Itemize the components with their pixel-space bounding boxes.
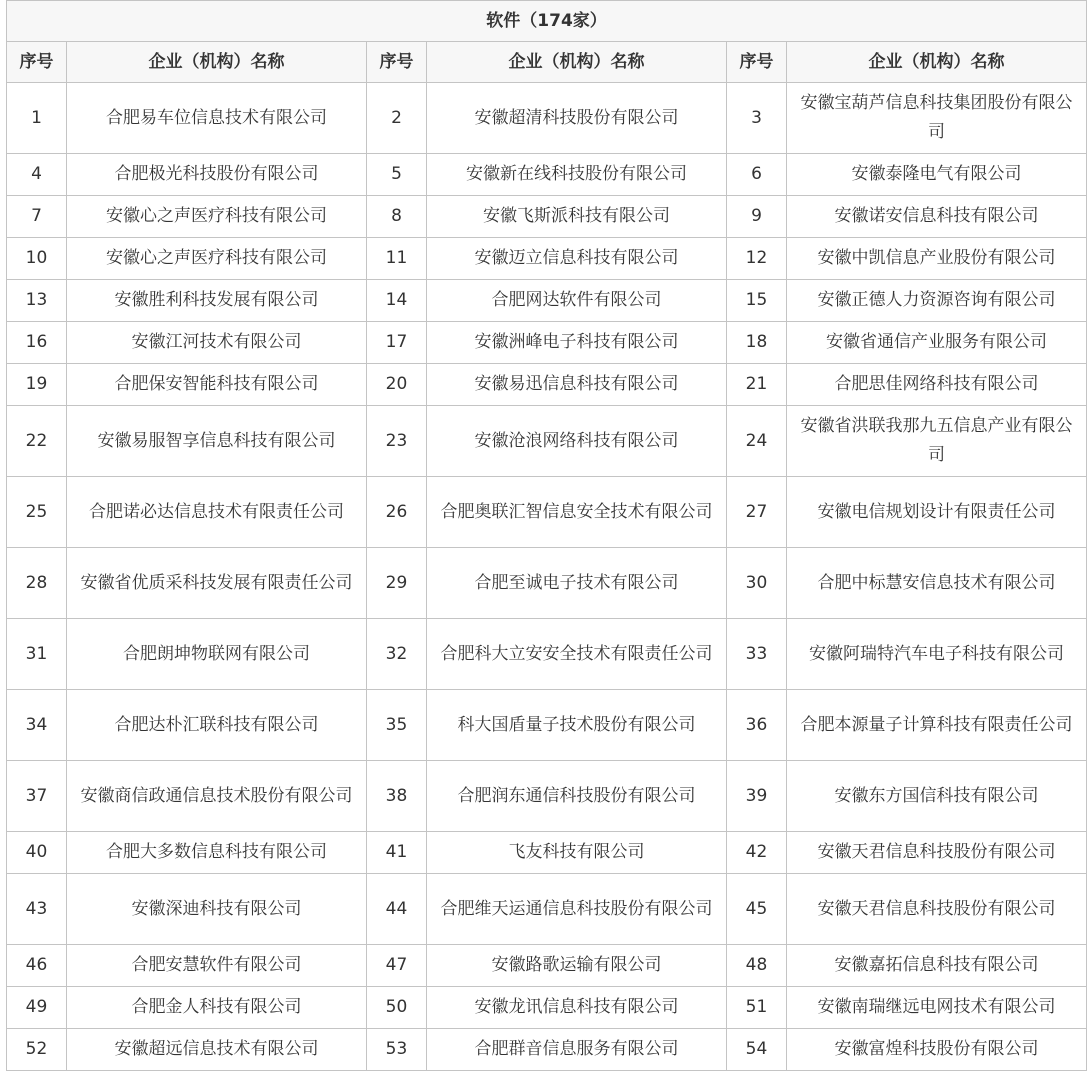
- company-name-cell: 合肥奥联汇智信息安全技术有限公司: [427, 477, 727, 548]
- row-index-cell: 16: [7, 322, 67, 364]
- row-index-cell: 27: [727, 477, 787, 548]
- table-row: [7, 874, 1087, 945]
- row-index-cell: 29: [367, 548, 427, 619]
- company-name-cell: 安徽省通信产业服务有限公司: [787, 322, 1087, 364]
- row-index-cell: 25: [7, 477, 67, 548]
- company-name-cell: 合肥安慧软件有限公司: [67, 945, 367, 987]
- table-row: [7, 987, 1087, 1029]
- row-index-cell: 5: [367, 154, 427, 196]
- company-name-cell: 安徽洲峰电子科技有限公司: [427, 322, 727, 364]
- row-index-cell: 13: [7, 280, 67, 322]
- row-index-cell: 41: [367, 832, 427, 874]
- company-name-cell: 合肥群音信息服务有限公司: [427, 1029, 727, 1071]
- company-name-cell: 飞友科技有限公司: [427, 832, 727, 874]
- company-name-cell: 合肥本源量子计算科技有限责任公司: [787, 690, 1087, 761]
- column-header-index: 序号: [7, 42, 67, 83]
- company-name-cell: 合肥润东通信科技股份有限公司: [427, 761, 727, 832]
- table-row: [7, 280, 1087, 322]
- company-name-cell: 安徽省洪联我那九五信息产业有限公司: [787, 406, 1087, 477]
- row-index-cell: 2: [367, 83, 427, 154]
- company-name-cell: 安徽中凯信息产业股份有限公司: [787, 238, 1087, 280]
- row-index-cell: 26: [367, 477, 427, 548]
- company-name-cell: 安徽易服智享信息科技有限公司: [67, 406, 367, 477]
- company-name-cell: 安徽心之声医疗科技有限公司: [67, 196, 367, 238]
- table-header-row: [7, 42, 1087, 83]
- company-name-cell: 安徽正德人力资源咨询有限公司: [787, 280, 1087, 322]
- company-name-cell: 合肥极光科技股份有限公司: [67, 154, 367, 196]
- table-title: 软件（174家）: [7, 1, 1087, 42]
- company-name-cell: 安徽天君信息科技股份有限公司: [787, 874, 1087, 945]
- company-name-cell: 安徽江河技术有限公司: [67, 322, 367, 364]
- company-name-cell: 安徽天君信息科技股份有限公司: [787, 832, 1087, 874]
- table-row: [7, 548, 1087, 619]
- company-name-cell: 合肥易车位信息技术有限公司: [67, 83, 367, 154]
- row-index-cell: 9: [727, 196, 787, 238]
- company-name-cell: 安徽南瑞继远电网技术有限公司: [787, 987, 1087, 1029]
- company-name-cell: 安徽路歌运输有限公司: [427, 945, 727, 987]
- row-index-cell: 52: [7, 1029, 67, 1071]
- column-header-index: 序号: [367, 42, 427, 83]
- table-row: [7, 364, 1087, 406]
- row-index-cell: 11: [367, 238, 427, 280]
- table-row: [7, 945, 1087, 987]
- row-index-cell: 23: [367, 406, 427, 477]
- enterprise-table: [6, 0, 1087, 1071]
- company-name-cell: 安徽沧浪网络科技有限公司: [427, 406, 727, 477]
- company-name-cell: 合肥维天运通信息科技股份有限公司: [427, 874, 727, 945]
- table-row: [7, 1029, 1087, 1071]
- table-row: [7, 832, 1087, 874]
- row-index-cell: 15: [727, 280, 787, 322]
- row-index-cell: 6: [727, 154, 787, 196]
- company-name-cell: 安徽深迪科技有限公司: [67, 874, 367, 945]
- company-name-cell: 安徽易迅信息科技有限公司: [427, 364, 727, 406]
- row-index-cell: 21: [727, 364, 787, 406]
- table-row: [7, 83, 1087, 154]
- row-index-cell: 19: [7, 364, 67, 406]
- row-index-cell: 49: [7, 987, 67, 1029]
- row-index-cell: 14: [367, 280, 427, 322]
- company-name-cell: 合肥至诚电子技术有限公司: [427, 548, 727, 619]
- column-header-name: 企业（机构）名称: [787, 42, 1087, 83]
- company-name-cell: 安徽富煌科技股份有限公司: [787, 1029, 1087, 1071]
- company-name-cell: 安徽嘉拓信息科技有限公司: [787, 945, 1087, 987]
- row-index-cell: 12: [727, 238, 787, 280]
- row-index-cell: 7: [7, 196, 67, 238]
- company-name-cell: 安徽新在线科技股份有限公司: [427, 154, 727, 196]
- table-row: [7, 477, 1087, 548]
- row-index-cell: 24: [727, 406, 787, 477]
- table-row: [7, 154, 1087, 196]
- row-index-cell: 28: [7, 548, 67, 619]
- table-row: [7, 196, 1087, 238]
- column-header-index: 序号: [727, 42, 787, 83]
- table-row: [7, 238, 1087, 280]
- row-index-cell: 37: [7, 761, 67, 832]
- company-name-cell: 安徽迈立信息科技有限公司: [427, 238, 727, 280]
- row-index-cell: 50: [367, 987, 427, 1029]
- company-name-cell: 合肥科大立安安全技术有限责任公司: [427, 619, 727, 690]
- company-name-cell: 安徽飞斯派科技有限公司: [427, 196, 727, 238]
- row-index-cell: 10: [7, 238, 67, 280]
- table-row: [7, 619, 1087, 690]
- row-index-cell: 8: [367, 196, 427, 238]
- row-index-cell: 17: [367, 322, 427, 364]
- company-name-cell: 科大国盾量子技术股份有限公司: [427, 690, 727, 761]
- table-row: [7, 322, 1087, 364]
- company-name-cell: 安徽宝葫芦信息科技集团股份有限公司: [787, 83, 1087, 154]
- table-row: [7, 761, 1087, 832]
- company-name-cell: 合肥保安智能科技有限公司: [67, 364, 367, 406]
- row-index-cell: 4: [7, 154, 67, 196]
- company-name-cell: 安徽东方国信科技有限公司: [787, 761, 1087, 832]
- row-index-cell: 48: [727, 945, 787, 987]
- company-name-cell: 安徽电信规划设计有限责任公司: [787, 477, 1087, 548]
- company-name-cell: 安徽心之声医疗科技有限公司: [67, 238, 367, 280]
- row-index-cell: 54: [727, 1029, 787, 1071]
- row-index-cell: 1: [7, 83, 67, 154]
- company-name-cell: 合肥思佳网络科技有限公司: [787, 364, 1087, 406]
- company-name-cell: 合肥金人科技有限公司: [67, 987, 367, 1029]
- row-index-cell: 44: [367, 874, 427, 945]
- row-index-cell: 18: [727, 322, 787, 364]
- company-name-cell: 安徽超远信息技术有限公司: [67, 1029, 367, 1071]
- row-index-cell: 34: [7, 690, 67, 761]
- company-name-cell: 安徽超清科技股份有限公司: [427, 83, 727, 154]
- row-index-cell: 43: [7, 874, 67, 945]
- row-index-cell: 42: [727, 832, 787, 874]
- column-header-name: 企业（机构）名称: [67, 42, 367, 83]
- row-index-cell: 35: [367, 690, 427, 761]
- row-index-cell: 20: [367, 364, 427, 406]
- row-index-cell: 36: [727, 690, 787, 761]
- company-name-cell: 安徽省优质采科技发展有限责任公司: [67, 548, 367, 619]
- row-index-cell: 47: [367, 945, 427, 987]
- company-name-cell: 安徽泰隆电气有限公司: [787, 154, 1087, 196]
- row-index-cell: 51: [727, 987, 787, 1029]
- row-index-cell: 45: [727, 874, 787, 945]
- row-index-cell: 39: [727, 761, 787, 832]
- company-name-cell: 安徽胜利科技发展有限公司: [67, 280, 367, 322]
- company-name-cell: 合肥大多数信息科技有限公司: [67, 832, 367, 874]
- row-index-cell: 30: [727, 548, 787, 619]
- company-name-cell: 合肥诺必达信息技术有限责任公司: [67, 477, 367, 548]
- company-name-cell: 安徽诺安信息科技有限公司: [787, 196, 1087, 238]
- company-name-cell: 安徽龙讯信息科技有限公司: [427, 987, 727, 1029]
- enterprise-list-container: [6, 0, 1086, 1071]
- company-name-cell: 合肥中标慧安信息技术有限公司: [787, 548, 1087, 619]
- row-index-cell: 46: [7, 945, 67, 987]
- table-row: [7, 690, 1087, 761]
- table-title-row: [7, 1, 1087, 42]
- row-index-cell: 38: [367, 761, 427, 832]
- row-index-cell: 22: [7, 406, 67, 477]
- company-name-cell: 合肥网达软件有限公司: [427, 280, 727, 322]
- column-header-name: 企业（机构）名称: [427, 42, 727, 83]
- company-name-cell: 安徽阿瑞特汽车电子科技有限公司: [787, 619, 1087, 690]
- row-index-cell: 31: [7, 619, 67, 690]
- company-name-cell: 安徽商信政通信息技术股份有限公司: [67, 761, 367, 832]
- company-name-cell: 合肥朗坤物联网有限公司: [67, 619, 367, 690]
- row-index-cell: 40: [7, 832, 67, 874]
- row-index-cell: 32: [367, 619, 427, 690]
- row-index-cell: 53: [367, 1029, 427, 1071]
- table-body: [7, 83, 1087, 1071]
- company-name-cell: 合肥达朴汇联科技有限公司: [67, 690, 367, 761]
- table-row: [7, 406, 1087, 477]
- row-index-cell: 3: [727, 83, 787, 154]
- row-index-cell: 33: [727, 619, 787, 690]
